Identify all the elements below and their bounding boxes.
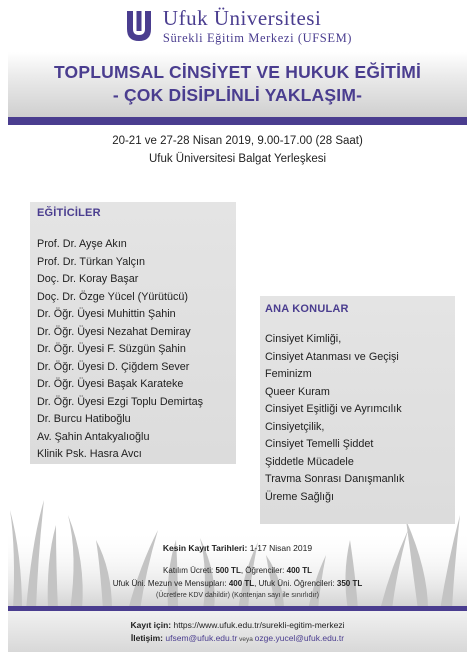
footer	[8, 606, 467, 652]
topics-box	[260, 296, 455, 524]
center-name: Sürekli Eğitim Merkezi (UFSEM)	[162, 30, 353, 45]
trainer-item: Av. Şahin Antakyalıoğlu	[37, 430, 150, 443]
fees-note: (Ücretlere KDV dahildir) (Kontenjan sayı ile sınırlıdır)	[155, 592, 319, 599]
topics-heading: ANA KONULAR	[265, 303, 349, 315]
title-line-2: - ÇOK DİSİPLİNLİ YAKLAŞIM-	[112, 85, 363, 105]
ufuk-student-fee-label: , Ufuk Üni. Öğrencileri:	[254, 579, 337, 588]
fees-line-1	[0, 566, 475, 575]
grad-fee-label: Ufuk Üni. Mezun ve Mensupları:	[112, 579, 229, 588]
trainer-item: Prof. Dr. Ayşe Akın	[37, 238, 127, 250]
topic-item: Travma Sonrası Danışmanlık	[265, 473, 405, 485]
topic-item: Şiddetle Mücadele	[265, 455, 354, 468]
topic-item: Üreme Sağlığı	[265, 490, 335, 503]
trainer-item: Klinik Psk. Hasra Avcı	[37, 448, 142, 460]
page-title	[8, 52, 467, 107]
register-line	[8, 620, 467, 630]
header	[0, 0, 475, 52]
registration-deadline	[0, 543, 475, 553]
trainer-item: Dr. Öğr. Üyesi Nezahat Demiray	[37, 325, 191, 338]
trainer-item: Dr. Öğr. Üyesi Muhittin Şahin	[37, 308, 176, 320]
or-text: veya	[237, 636, 255, 643]
email-ozge-link[interactable]: ozge.yucel@ufuk.edu.tr	[254, 633, 345, 643]
contact-line	[8, 633, 467, 643]
trainer-item: Dr. Öğr. Üyesi Başak Karateke	[37, 378, 184, 390]
deadline-label: Kesin Kayıt Tarihleri:	[162, 543, 248, 553]
grad-fee-value: 400 TL	[228, 579, 255, 588]
divider-bar	[8, 117, 467, 125]
student-fee-label: , Öğrenciler:	[240, 566, 287, 575]
trainer-item: Dr. Öğr. Üyesi D. Çiğdem Sever	[37, 360, 190, 373]
university-name: Ufuk Üniversitesi	[162, 5, 322, 30]
register-label: Kayıt için:	[130, 620, 172, 630]
fees-line-2	[0, 579, 475, 588]
trainer-item: Dr. Öğr. Üyesi F. Süzgün Şahin	[37, 343, 186, 355]
topic-item: Queer Kuram	[265, 385, 330, 398]
topic-item: Cinsiyetçilik,	[265, 420, 325, 433]
topic-item: Cinsiyet Eşitliği ve Ayrımcılık	[265, 403, 402, 415]
trainer-item: Prof. Dr. Türkan Yalçın	[37, 255, 146, 268]
ufuk-student-fee-value: 350 TL	[336, 579, 363, 588]
topic-item: Cinsiyet Temelli Şiddet	[265, 438, 374, 450]
trainer-item: Dr. Öğr. Üyesi Ezgi Toplu Demirtaş	[37, 395, 204, 408]
deadline-value: 1-17 Nisan 2019	[247, 543, 313, 553]
trainers-heading: EĞİTİCİLER	[37, 207, 101, 219]
event-place: Ufuk Üniversitesi Balgat Yerleşkesi	[148, 153, 327, 165]
trainers-box	[30, 202, 236, 464]
email-ufsem-link[interactable]: ufsem@ufuk.edu.tr	[165, 633, 238, 643]
fee-label: Katılım Ücreti:	[163, 566, 216, 575]
trainers-list	[37, 236, 236, 464]
topics-list	[265, 331, 455, 506]
trainer-item: Doç. Dr. Koray Başar	[37, 273, 139, 285]
register-url-link[interactable]: https://www.ufuk.edu.tr/surekli-egitim-merkezi	[171, 620, 345, 630]
logo	[123, 5, 353, 45]
topic-item: Cinsiyet Atanması ve Geçişi	[265, 350, 399, 363]
contact-label: İletişim:	[130, 633, 163, 643]
footer-bar	[8, 606, 467, 611]
topic-item: Feminizm	[265, 368, 312, 380]
title-line-1: TOPLUMSAL CİNSİYET VE HUKUK EĞİTİMİ	[53, 62, 422, 82]
fee-value: 500 TL	[215, 566, 241, 575]
title-band	[8, 52, 467, 117]
event-dates: 20-21 ve 27-28 Nisan 2019, 9.00-17.00 (28 Saat)	[112, 135, 363, 147]
trainer-item: Doç. Dr. Özge Yücel (Yürütücü)	[37, 290, 189, 303]
trainer-item: Dr. Burcu Hatiboğlu	[37, 413, 131, 425]
student-fee-value: 400 TL	[286, 566, 312, 575]
topic-item: Cinsiyet Kimliği,	[265, 333, 342, 345]
university-logo-icon	[123, 9, 155, 43]
